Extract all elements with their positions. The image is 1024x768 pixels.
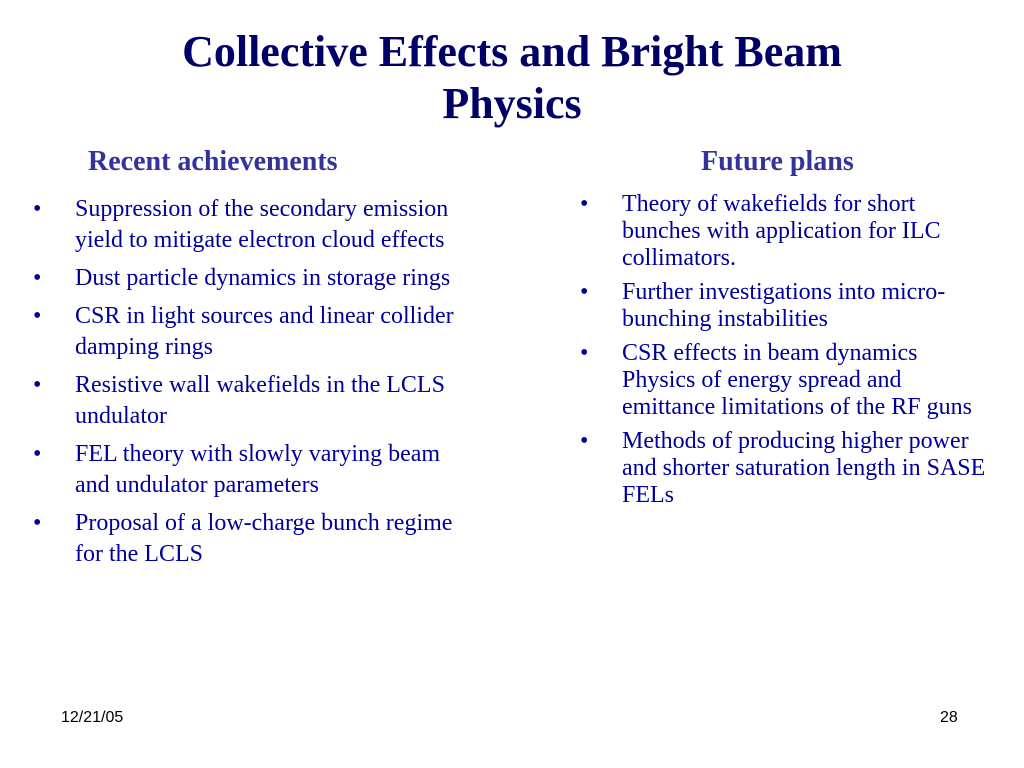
list-item [33, 301, 473, 363]
bullet-icon: • [580, 279, 589, 305]
bullet-icon: • [33, 510, 42, 536]
list-item [580, 340, 990, 421]
list-item [33, 194, 473, 256]
list-item-text: Dust particle dynamics in storage rings [75, 265, 451, 291]
slide-title [60, 26, 964, 130]
bullet-icon: • [580, 191, 589, 217]
slide-title-line-2: Physics [442, 79, 582, 128]
list-item [33, 439, 473, 501]
recent-achievements-list [33, 194, 473, 577]
list-item-text: CSR in light sources and linear collider damping rings [75, 303, 454, 360]
bullet-icon: • [33, 303, 42, 329]
list-item [580, 191, 990, 272]
bullet-icon: • [33, 372, 42, 398]
list-item-text: CSR effects in beam dynamics Physics of energy spread and emittance limitations of the RF guns [622, 340, 972, 420]
slide-title-line-1: Collective Effects and Bright Beam [182, 27, 842, 76]
list-item [33, 263, 473, 294]
list-item-text: Suppression of the secondary emission yield to mitigate electron cloud effects [75, 196, 449, 253]
future-plans-list [580, 191, 990, 516]
list-item [33, 508, 473, 570]
list-item [580, 279, 990, 333]
slide-number: 28 [940, 709, 958, 726]
list-item-text: Further investigations into micro-bunching instabilities [622, 279, 946, 332]
list-item [33, 370, 473, 432]
list-item-text: Methods of producing higher power and shorter saturation length in SASE FELs [622, 428, 986, 508]
recent-achievements-heading: Recent achievements [88, 146, 338, 177]
list-item-text: Resistive wall wakefields in the LCLS undulator [75, 372, 445, 429]
list-item-text: FEL theory with slowly varying beam and undulator parameters [75, 441, 441, 498]
list-item-text: Theory of wakefields for short bunches with application for ILC collimators. [622, 191, 941, 271]
list-item [580, 428, 990, 509]
footer-date: 12/21/05 [61, 709, 124, 726]
bullet-icon: • [33, 441, 42, 467]
future-plans-heading: Future plans [701, 146, 854, 177]
bullet-icon: • [580, 340, 589, 366]
bullet-icon: • [33, 265, 42, 291]
bullet-icon: • [33, 196, 42, 222]
bullet-icon: • [580, 428, 589, 454]
list-item-text: Proposal of a low-charge bunch regime for the LCLS [75, 510, 453, 567]
